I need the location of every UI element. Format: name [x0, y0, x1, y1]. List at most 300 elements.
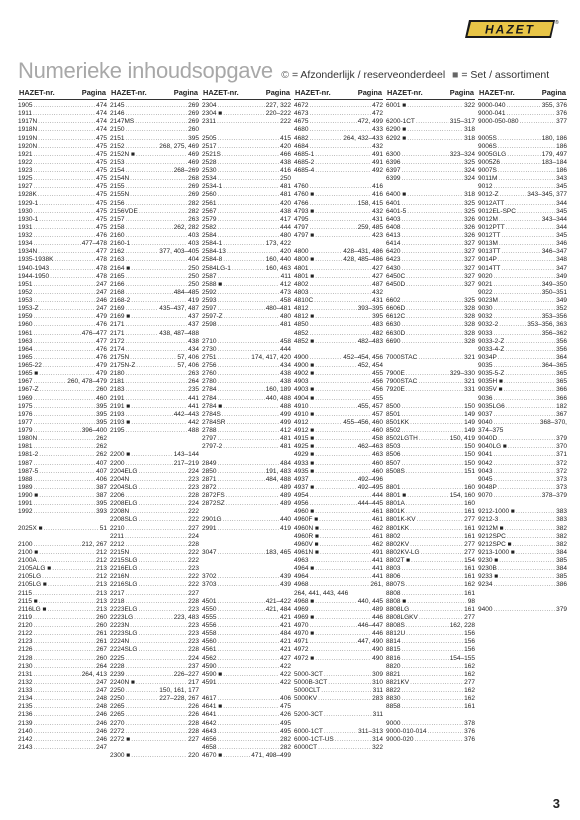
leader-dots	[315, 232, 371, 240]
leader-dots	[125, 183, 187, 191]
page-ref: 149	[464, 410, 475, 418]
index-row	[110, 208, 199, 216]
article-number: 4956	[294, 500, 309, 508]
index-row	[18, 330, 107, 338]
article-number: 8815	[386, 646, 401, 654]
page-ref: 382	[556, 524, 567, 532]
article-number: 2584-8	[202, 256, 223, 264]
page-ref: 476	[96, 232, 107, 239]
index-row	[18, 208, 107, 216]
index-row	[110, 598, 199, 606]
article-number: 9011M	[478, 175, 498, 183]
article-number: 4960N ■	[294, 524, 319, 532]
leader-dots	[401, 232, 463, 240]
leader-dots	[131, 419, 187, 427]
leader-dots	[125, 525, 187, 533]
article-number: 2166	[110, 280, 125, 288]
page-ref: 419	[280, 524, 291, 532]
leader-dots	[418, 354, 463, 362]
page-ref: 495	[280, 719, 291, 727]
index-row	[18, 248, 107, 256]
index-row	[478, 411, 567, 419]
article-number: 3703	[202, 581, 217, 589]
article-number: 1969	[18, 394, 33, 402]
column-header	[386, 86, 475, 100]
leader-dots	[493, 305, 555, 313]
page-ref: 235	[188, 386, 199, 394]
leader-dots	[401, 638, 463, 646]
page-ref: 461	[372, 516, 383, 524]
article-number: 4801 ■	[294, 272, 315, 280]
leader-dots	[217, 346, 279, 354]
leader-dots	[131, 297, 187, 305]
index-row	[110, 362, 199, 370]
leader-dots	[125, 590, 187, 598]
leader-dots	[39, 598, 95, 606]
index-row	[386, 362, 475, 370]
index-row	[386, 208, 475, 216]
index-row	[294, 151, 383, 159]
article-number: 4968	[294, 581, 309, 589]
page-ref: 417	[280, 215, 291, 223]
article-number: 1934	[18, 240, 33, 248]
page-ref: 268, 275, 469	[159, 142, 199, 150]
article-number: 8808 ■	[386, 597, 407, 605]
article-number: 6397	[386, 167, 401, 174]
article-number: 2180	[110, 370, 125, 378]
leader-dots	[498, 135, 541, 143]
index-row	[202, 557, 291, 565]
page-number: 3	[552, 796, 560, 811]
page-ref: 422	[280, 670, 291, 678]
article-number: 2174	[110, 345, 125, 353]
leader-dots	[217, 679, 279, 687]
index-row	[18, 224, 107, 232]
leader-dots	[217, 646, 279, 654]
index-row	[18, 460, 107, 468]
index-row	[18, 232, 107, 240]
article-number: 4672	[294, 102, 309, 109]
leader-dots	[504, 378, 555, 386]
page-ref: 349	[556, 297, 567, 304]
leader-dots	[217, 549, 264, 557]
column-header	[110, 86, 199, 100]
page-ref: 475	[96, 142, 107, 150]
page-ref: 475	[96, 134, 107, 142]
leader-dots	[414, 736, 463, 744]
index-row	[202, 736, 291, 744]
index-row	[386, 265, 475, 273]
index-row	[202, 598, 291, 606]
leader-dots	[33, 110, 95, 118]
leader-dots	[232, 265, 265, 273]
index-row	[202, 468, 291, 476]
index-row	[18, 427, 107, 435]
article-number: 2240N ■	[110, 678, 135, 686]
article-number: 1965-22	[18, 362, 42, 369]
index-row	[18, 403, 107, 411]
article-number: 2105LG ■	[18, 581, 47, 589]
leader-dots	[125, 289, 172, 297]
leader-dots	[309, 118, 356, 126]
page-ref: 372	[556, 459, 567, 467]
page-ref: 269	[188, 118, 199, 126]
index-row	[294, 638, 383, 646]
index-row	[294, 703, 383, 711]
leader-dots	[493, 468, 555, 476]
leader-dots	[54, 256, 95, 264]
index-row	[18, 687, 107, 695]
header-nr: HAZET-nr.	[387, 88, 423, 97]
index-row	[202, 476, 291, 484]
article-number: 4800	[294, 248, 309, 256]
article-number: 1931	[18, 223, 33, 231]
article-number: 9013M	[478, 240, 498, 248]
article-number: 1975	[18, 402, 33, 410]
leader-dots	[222, 411, 279, 419]
index-row	[386, 720, 475, 728]
leader-dots	[217, 638, 279, 646]
article-number: 4590	[202, 662, 217, 670]
leader-dots	[125, 216, 187, 224]
article-number: 2154N	[110, 175, 130, 183]
index-row	[294, 451, 383, 459]
index-row	[110, 484, 199, 492]
index-row	[478, 435, 567, 443]
leader-dots	[401, 175, 463, 183]
article-number: 9022	[478, 288, 493, 296]
index-row	[18, 516, 107, 524]
page-ref: 226–227	[173, 670, 199, 678]
page-ref: 475	[96, 191, 107, 199]
index-row	[202, 126, 291, 134]
page-ref: 477	[96, 248, 107, 256]
index-row	[110, 159, 199, 167]
page-ref: 154	[464, 557, 475, 564]
page-ref: 260	[188, 126, 199, 134]
leader-dots	[33, 720, 95, 728]
page-ref: 343–345, 377	[527, 191, 567, 199]
page-ref: 282	[280, 743, 291, 751]
leader-dots	[130, 191, 187, 199]
leader-dots	[493, 313, 540, 321]
page-ref: 222	[188, 548, 199, 556]
index-row	[478, 557, 567, 565]
leader-dots	[406, 581, 463, 589]
index-column	[110, 86, 199, 760]
page-title: Numerieke inhoudsopgave	[18, 58, 273, 83]
page-ref: 387	[96, 483, 107, 491]
page-ref: 474	[96, 126, 107, 134]
page-ref: 327	[464, 264, 475, 272]
index-row	[18, 655, 107, 663]
index-row	[110, 321, 199, 329]
page-ref: 475	[96, 158, 107, 166]
leader-dots	[321, 687, 371, 695]
page-ref: 327	[464, 272, 475, 280]
leader-dots	[138, 630, 187, 638]
article-number: 2134	[18, 695, 33, 703]
page-ref: 162, 228	[449, 622, 475, 629]
article-number: 2195	[110, 427, 125, 434]
leader-dots	[38, 143, 95, 151]
index-row	[478, 126, 567, 134]
leader-dots	[498, 484, 555, 492]
leader-dots	[309, 419, 342, 427]
index-row	[202, 297, 291, 305]
leader-dots	[499, 557, 555, 565]
index-row	[110, 525, 199, 533]
index-row	[294, 492, 383, 500]
leader-dots	[309, 557, 371, 565]
index-row	[386, 663, 475, 671]
article-number: 4963	[294, 557, 309, 564]
page-ref: 325	[464, 207, 475, 215]
article-number: 2534	[202, 175, 217, 183]
index-row	[478, 460, 567, 468]
index-row	[202, 224, 291, 232]
page-ref: 428, 485–486	[343, 256, 383, 264]
leader-dots	[33, 711, 95, 719]
page-ref: 479	[96, 313, 107, 321]
page-ref: 480–481	[265, 305, 291, 313]
article-number: 2250	[110, 695, 125, 703]
leader-dots	[493, 411, 555, 419]
header-nr: HAZET-nr.	[479, 88, 515, 97]
index-row	[202, 159, 291, 167]
index-row	[386, 573, 475, 581]
page-ref: 246	[96, 297, 107, 304]
leader-dots	[406, 281, 463, 289]
page-ref: 378–379	[541, 492, 567, 499]
leader-dots	[499, 516, 555, 524]
article-number: 2169 ■	[110, 313, 131, 321]
index-row	[110, 419, 199, 427]
leader-dots	[33, 630, 95, 638]
index-row	[18, 256, 107, 264]
leader-dots	[125, 703, 187, 711]
article-number: 4558	[202, 630, 217, 638]
header-page: Pagina	[541, 88, 566, 97]
leader-dots	[493, 492, 540, 500]
index-row	[110, 338, 199, 346]
leader-dots	[223, 703, 279, 711]
leader-dots	[33, 330, 80, 338]
page-ref: 476–477	[81, 329, 107, 337]
index-row	[202, 492, 291, 500]
index-row	[18, 581, 107, 589]
article-number: 1927	[18, 183, 33, 191]
article-number: 1965 ■	[18, 370, 39, 378]
page-ref: 328	[464, 305, 475, 313]
leader-dots	[217, 622, 279, 630]
article-number: 9040LG ■	[478, 443, 507, 451]
header-nr: HAZET-nr.	[295, 88, 331, 97]
article-number: 2272 ■	[110, 735, 131, 743]
page-ref: 434	[280, 362, 291, 369]
leader-dots	[504, 386, 556, 394]
article-number: 2155	[110, 183, 125, 191]
leader-dots	[223, 240, 264, 248]
index-row	[202, 110, 291, 118]
leader-dots	[406, 370, 449, 378]
page-ref: 226	[188, 711, 199, 719]
index-column	[202, 86, 291, 760]
article-number: 1988	[18, 475, 33, 483]
index-row	[202, 443, 291, 451]
article-number: 4912	[294, 418, 309, 426]
page-ref: 318	[464, 191, 475, 199]
article-number: 9000	[386, 719, 401, 727]
page-ref: 370	[556, 443, 567, 451]
index-row	[386, 492, 475, 500]
leader-dots	[309, 305, 356, 313]
leader-dots	[138, 581, 187, 589]
article-number: 2135	[18, 703, 33, 711]
article-number: 4912 ■	[294, 427, 315, 434]
index-row	[110, 427, 199, 435]
article-number: 9045	[478, 475, 493, 483]
index-row	[294, 297, 383, 305]
page-ref: 455, 457	[357, 402, 383, 410]
page-ref: 403	[188, 240, 199, 248]
page-ref: 469	[188, 158, 199, 166]
leader-dots	[309, 606, 371, 614]
page-ref: 269	[188, 110, 199, 118]
article-number: 1990 ■	[18, 492, 39, 499]
article-number: 2593	[202, 297, 217, 304]
leader-dots	[498, 354, 555, 362]
page-ref: 282	[188, 207, 199, 215]
index-row	[110, 191, 199, 199]
page-ref: 475	[96, 175, 107, 183]
article-number: 6690	[386, 337, 401, 345]
leader-dots	[39, 492, 95, 500]
article-number: 4970 ■	[294, 630, 315, 638]
index-row	[18, 313, 107, 321]
article-number: 8802KV-LG	[386, 548, 420, 556]
header-page: Pagina	[173, 88, 198, 97]
page-ref: 326	[464, 232, 475, 239]
page-ref: 261	[96, 630, 107, 638]
article-number: 1987-5	[18, 467, 39, 475]
page-ref: 180, 186	[541, 134, 567, 142]
index-row	[202, 256, 291, 264]
index-row	[294, 126, 383, 134]
article-number: 2163	[110, 256, 125, 264]
leader-dots	[217, 484, 279, 492]
article-number: 8802	[386, 532, 401, 540]
article-number: 1928K	[18, 191, 37, 199]
header-nr: HAZET-nr.	[19, 88, 55, 97]
page-ref: 327	[464, 240, 475, 248]
article-number: 2204ELG	[110, 467, 138, 475]
leader-dots	[501, 265, 555, 273]
index-row	[294, 581, 383, 589]
article-number: 9212M ■	[478, 524, 504, 532]
page-ref: 282	[280, 735, 291, 743]
leader-dots	[33, 703, 95, 711]
page-ref: 474	[96, 110, 107, 118]
index-row	[110, 500, 199, 508]
leader-dots	[125, 492, 187, 500]
page-ref: 355, 376	[541, 102, 567, 109]
article-number: 1930-1	[18, 215, 39, 223]
article-number: 7920E	[386, 386, 405, 394]
article-number: 2152	[110, 142, 125, 150]
leader-dots	[498, 143, 555, 151]
page-ref: 490	[372, 654, 383, 662]
index-row	[294, 346, 383, 354]
article-number: 5000B-3CT	[294, 678, 328, 686]
article-number: 9033	[478, 329, 493, 337]
index-row	[294, 110, 383, 118]
index-row	[202, 281, 291, 289]
index-row	[294, 516, 383, 524]
leader-dots	[33, 411, 95, 419]
index-row	[110, 297, 199, 305]
article-number: 4903 ■	[294, 386, 315, 394]
column-header	[202, 86, 291, 100]
leader-dots	[499, 240, 555, 248]
index-row	[294, 695, 383, 703]
article-number: 2208ELG	[110, 500, 138, 508]
leader-dots	[315, 151, 371, 159]
index-row	[18, 183, 107, 191]
leader-dots	[309, 321, 371, 329]
leader-dots	[401, 427, 463, 435]
article-number: 4960R ■	[294, 532, 319, 540]
leader-dots	[498, 256, 555, 264]
leader-dots	[319, 516, 371, 524]
page-ref: 173, 422	[265, 240, 291, 248]
index-row	[110, 443, 199, 451]
index-row	[18, 622, 107, 630]
article-number: 2200 ■	[110, 451, 131, 459]
page-ref: 481	[280, 435, 291, 443]
page-ref: 161	[464, 589, 475, 597]
page-ref: 348	[556, 256, 567, 264]
index-row	[294, 557, 383, 565]
index-row	[294, 411, 383, 419]
leader-dots	[125, 330, 158, 338]
article-number: 6001 ■	[386, 102, 407, 109]
page-ref: 475	[96, 207, 107, 215]
page-ref: 246	[96, 711, 107, 719]
index-row	[18, 630, 107, 638]
article-number: 2584-1	[202, 240, 223, 248]
article-number: 4797	[294, 223, 309, 231]
article-number: 4685-2	[294, 158, 315, 166]
leader-dots	[217, 736, 279, 744]
article-number: 9012TT	[478, 232, 501, 239]
page-ref: 356–362	[541, 329, 567, 337]
index-row	[110, 581, 199, 589]
index-row	[110, 224, 199, 232]
article-number: 2730	[202, 345, 217, 353]
article-number: 4641	[202, 711, 217, 719]
index-row	[18, 703, 107, 711]
page-ref: 444	[372, 492, 383, 499]
article-number: 6401	[386, 199, 401, 207]
article-number: 9043	[478, 467, 493, 475]
article-number: 2582	[202, 223, 217, 231]
leader-dots	[417, 516, 464, 524]
leader-dots	[38, 191, 95, 199]
article-number: 2181	[110, 378, 125, 386]
index-row	[294, 135, 383, 143]
index-row	[110, 492, 199, 500]
